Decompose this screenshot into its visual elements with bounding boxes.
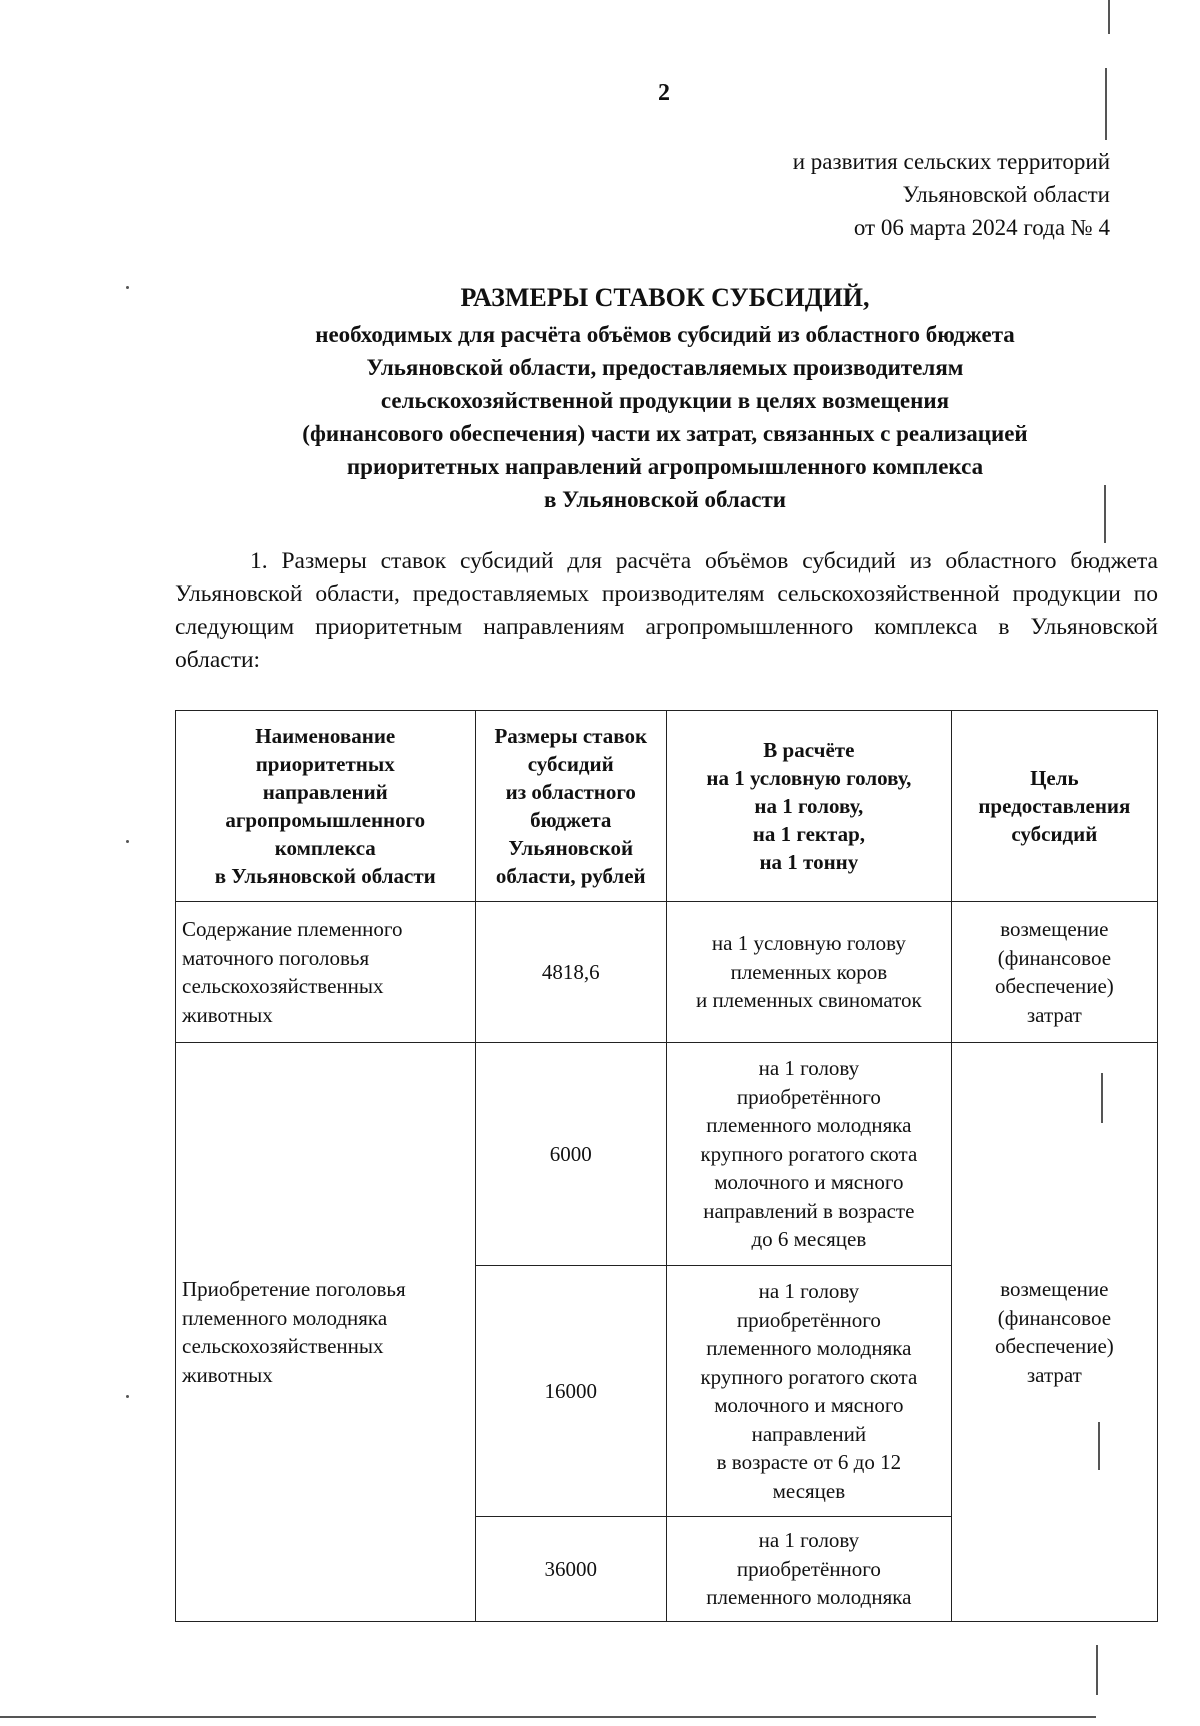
rates-table xyxy=(175,710,1158,1622)
scan-dot xyxy=(126,286,129,289)
table-row xyxy=(176,1043,1158,1266)
scan-line xyxy=(1096,1645,1098,1695)
title-line: (финансового обеспечения) части их затрат, связанных с реализацией xyxy=(302,421,1028,446)
row-unit: на 1 условную голову племенных коров и племенных свиноматок xyxy=(666,902,951,1043)
scan-dot xyxy=(126,840,129,843)
row-direction: Содержание племенного маточного поголовья сельскохозяйственных животных xyxy=(176,902,476,1043)
header-goal: Цель предоставления субсидий xyxy=(951,711,1157,902)
row-direction: Приобретение поголовья племенного молодняка сельскохозяйственных животных xyxy=(176,1043,476,1622)
document-title xyxy=(175,278,1155,516)
title-line: необходимых для расчёта объёмов субсидий из областного бюджета xyxy=(315,322,1015,347)
header-unit: В расчёте на 1 условную голову, на 1 голову, на 1 гектар, на 1 тонну xyxy=(666,711,951,902)
header-direction: Наименование приоритетных направлений агропромышленного комплекса в Ульяновской области xyxy=(176,711,476,902)
table-header-row xyxy=(176,711,1158,902)
intro-paragraph: 1. Размеры ставок субсидий для расчёта объёмов субсидий из областного бюджета Ульяновской области, предоставляемых производителям сельскохозяйственной продукции по следующим приоритетным направлениям агропромышленного комплекса в Ульяновской области: xyxy=(175,548,1158,673)
title-line: Ульяновской области, предоставляемых производителям xyxy=(366,355,964,380)
row-rate: 6000 xyxy=(475,1043,666,1266)
scan-line xyxy=(0,1716,1096,1718)
table-row xyxy=(176,902,1158,1043)
header-line: от 06 марта 2024 года № 4 xyxy=(853,215,1110,240)
title-line: приоритетных направлений агропромышленного комплекса xyxy=(346,454,984,479)
page-number: 2 xyxy=(658,80,670,106)
row-goal: возмещение (финансовое обеспечение) затрат xyxy=(951,1043,1157,1622)
header-rate: Размеры ставок субсидий из областного бюджета Ульяновской области, рублей xyxy=(475,711,666,902)
scan-line xyxy=(1101,1073,1103,1123)
scan-line xyxy=(1098,1422,1100,1470)
title-line: в Ульяновской области xyxy=(543,487,787,512)
scan-dot xyxy=(126,1395,129,1398)
row-unit: на 1 голову приобретённого племенного молодняка крупного рогатого скота молочного и мясного направлений в возрасте от 6 до 12 месяцев xyxy=(666,1266,951,1517)
header-line: Ульяновской области xyxy=(902,182,1110,207)
header-line: и развития сельских территорий xyxy=(792,149,1110,174)
row-rate: 36000 xyxy=(475,1517,666,1622)
row-rate: 16000 xyxy=(475,1266,666,1517)
title-main: РАЗМЕРЫ СТАВОК СУБСИДИЙ, xyxy=(460,283,870,312)
row-goal: возмещение (финансовое обеспечение) затрат xyxy=(951,902,1157,1043)
title-line: сельскохозяйственной продукции в целях возмещения xyxy=(380,388,950,413)
row-unit: на 1 голову приобретённого племенного молодняка xyxy=(666,1517,951,1622)
approval-header xyxy=(590,145,1110,244)
row-rate: 4818,6 xyxy=(475,902,666,1043)
scan-line xyxy=(1104,485,1106,543)
scan-line xyxy=(1105,68,1107,140)
row-unit: на 1 голову приобретённого племенного молодняка крупного рогатого скота молочного и мясного направлений в возрасте до 6 месяцев xyxy=(666,1043,951,1266)
scan-line xyxy=(1108,0,1110,34)
